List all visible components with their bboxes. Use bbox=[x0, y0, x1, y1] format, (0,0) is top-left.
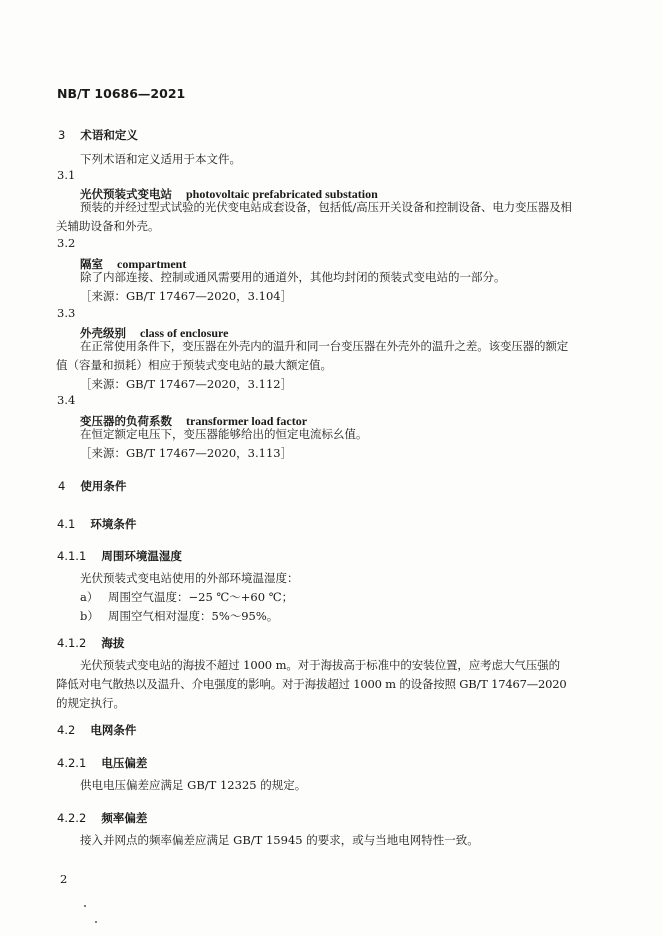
term-en: photovoltaic prefabricated substation bbox=[186, 187, 378, 201]
paragraph-line: 的规定执行。 bbox=[56, 696, 125, 710]
subsection-title: 周围环境温湿度 bbox=[101, 549, 182, 563]
paragraph-line: 降低对电气散热以及温升、介电强度的影响。对于海拔超过 1000 m 的设备按照 GB/T 17467—2020 bbox=[56, 677, 567, 691]
subsection-number: 4.1 bbox=[57, 517, 76, 531]
list-text: 周围空气温度：−25 ℃～+60 ℃； bbox=[108, 590, 294, 604]
term-number: 3.3 bbox=[57, 306, 76, 320]
list-item bbox=[80, 588, 299, 607]
subsection-4-1-2-heading bbox=[57, 632, 124, 651]
term-definition bbox=[56, 337, 569, 394]
term-en: compartment bbox=[117, 257, 187, 271]
subsection-number: 4.2.1 bbox=[57, 756, 87, 770]
list-label: a） bbox=[80, 590, 99, 604]
term-source: ［来源：GB/T 17467—2020，3.104］ bbox=[80, 289, 293, 303]
scan-speck bbox=[95, 921, 97, 923]
subsection-number: 4.1.2 bbox=[57, 636, 87, 650]
term-cn: 隔室 bbox=[80, 257, 103, 271]
term-cn: 外壳级别 bbox=[80, 326, 126, 340]
term-definition bbox=[56, 198, 572, 236]
term-number: 3.1 bbox=[57, 168, 76, 182]
voltage-deviation-text: 供电电压偏差应满足 GB/T 12325 的规定。 bbox=[80, 778, 307, 792]
term-source: ［来源：GB/T 17467—2020，3.113］ bbox=[80, 446, 293, 460]
scan-speck bbox=[84, 905, 86, 907]
term-en: transformer load factor bbox=[186, 414, 308, 428]
subsection-title: 环境条件 bbox=[90, 517, 137, 531]
definition-line: 预装的并经过型式试验的光伏变电站成套设备，包括低/高压开关设备和控制设备、电力变压器及相 bbox=[80, 200, 572, 214]
subsection-4-2-1-heading bbox=[57, 752, 147, 771]
subsection-title: 频率偏差 bbox=[101, 811, 148, 825]
page-number: 2 bbox=[60, 872, 68, 886]
list-text: 周围空气相对湿度：5%～95%。 bbox=[108, 609, 279, 623]
subsection-title: 海拔 bbox=[101, 636, 125, 650]
term-definition bbox=[80, 268, 506, 306]
environment-conditions bbox=[80, 569, 299, 626]
conditions-intro: 光伏预装式变电站使用的外部环境温湿度： bbox=[80, 571, 299, 585]
list-label: b） bbox=[80, 609, 99, 623]
subsection-4-1-heading bbox=[57, 513, 136, 532]
section-4-heading bbox=[58, 475, 126, 494]
term-en: class of enclosure bbox=[140, 326, 229, 340]
list-item bbox=[80, 607, 299, 626]
paragraph-line: 光伏预装式变电站的海拔不超过 1000 m。对于海拔高于标准中的安装位置，应考虑大气压强的 bbox=[80, 658, 560, 672]
section-number: 3 bbox=[58, 128, 66, 142]
term-definition bbox=[80, 425, 368, 463]
section-title: 术语和定义 bbox=[80, 128, 138, 142]
term-source: ［来源：GB/T 17467—2020，3.112］ bbox=[80, 377, 293, 391]
subsection-title: 电网条件 bbox=[90, 723, 137, 737]
term-number: 3.2 bbox=[57, 236, 76, 250]
subsection-4-1-1-heading bbox=[57, 545, 182, 564]
definition-line: 除了内部连接、控制或通风需要用的通道外，其他均封闭的预装式变电站的一部分。 bbox=[80, 270, 506, 284]
section-intro: 下列术语和定义适用于本文件。 bbox=[80, 152, 241, 166]
section-number: 4 bbox=[58, 479, 66, 493]
frequency-deviation-text: 接入并网点的频率偏差应满足 GB/T 15945 的要求，或与当地电网特性一致。 bbox=[80, 833, 479, 847]
standard-number: NB/T 10686—2021 bbox=[57, 86, 186, 101]
subsection-number: 4.1.1 bbox=[57, 549, 87, 563]
section-title: 使用条件 bbox=[80, 479, 127, 493]
subsection-4-2-heading bbox=[57, 719, 136, 738]
term-number: 3.4 bbox=[57, 393, 76, 407]
definition-line: 在恒定额定电压下，变压器能够给出的恒定电流标幺值。 bbox=[80, 427, 368, 441]
subsection-4-2-2-heading bbox=[57, 807, 147, 826]
section-3-heading bbox=[58, 124, 138, 143]
definition-line: 值（容量和损耗）相应于预装式变电站的最大额定值。 bbox=[56, 358, 332, 372]
altitude-paragraph bbox=[56, 656, 567, 713]
term-cn: 变压器的负荷系数 bbox=[80, 414, 172, 428]
definition-line: 在正常使用条件下，变压器在外壳内的温升和同一台变压器在外壳外的温升之差。该变压器的额定 bbox=[80, 339, 569, 353]
subsection-number: 4.2 bbox=[57, 723, 76, 737]
definition-line: 关辅助设备和外壳。 bbox=[56, 219, 160, 233]
subsection-number: 4.2.2 bbox=[57, 811, 87, 825]
subsection-title: 电压偏差 bbox=[101, 756, 148, 770]
term-cn: 光伏预装式变电站 bbox=[80, 187, 172, 201]
